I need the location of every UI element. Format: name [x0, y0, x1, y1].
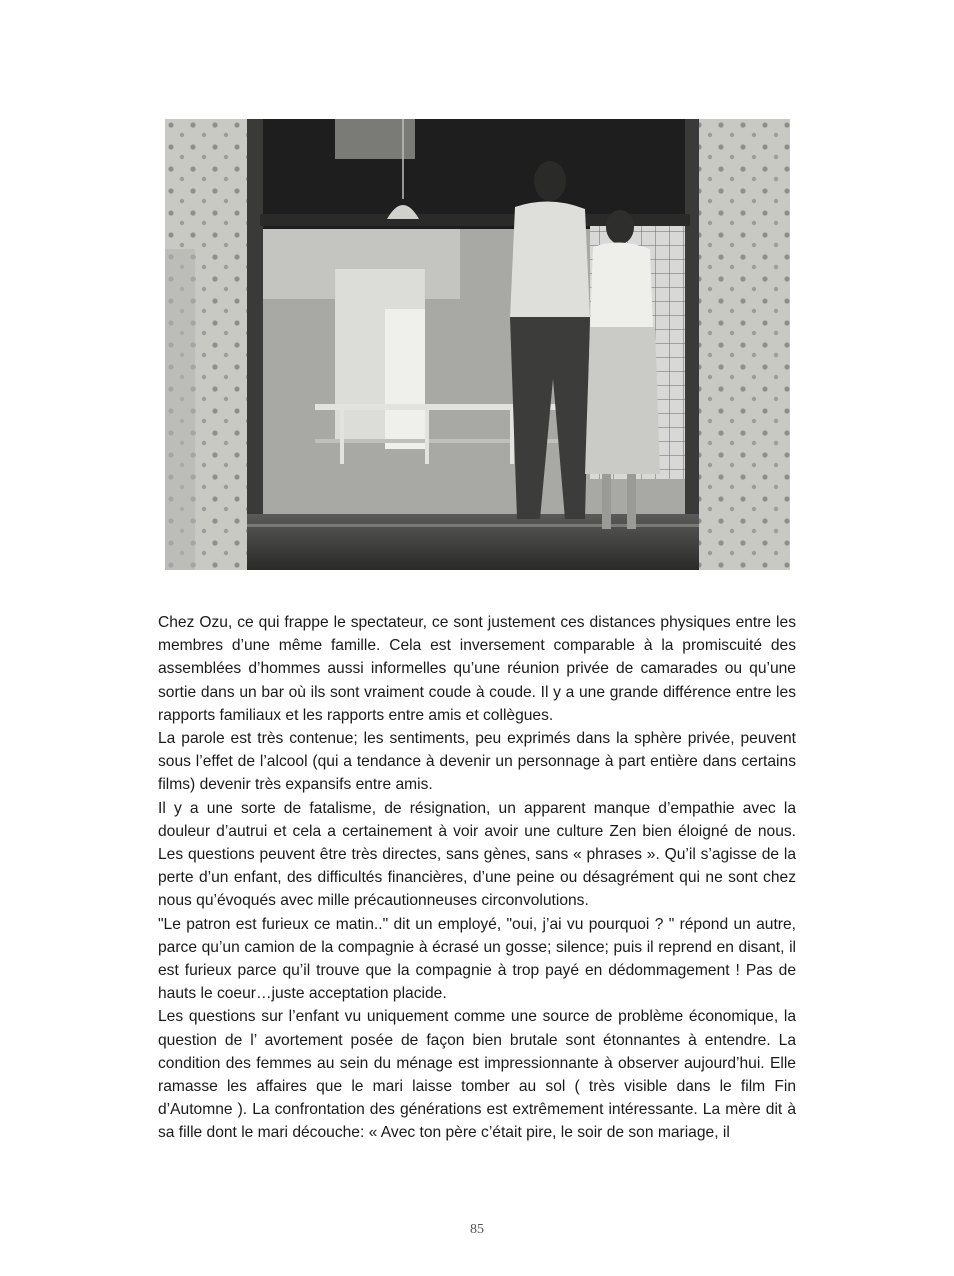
paragraph: "Le patron est furieux ce matin.." dit un employé, "oui, j’ai vu pourquoi ? " répond un autre, parce qu’un camion de la compagnie à écrasé un gosse; silence; puis il reprend en disant, il est furieux parce qu’il trouve que la compagnie à trop payé en dédommagement ! Pas de hauts le coeur…juste acceptation placide.: [158, 915, 796, 1003]
paragraph: Les questions sur l’enfant vu uniquement comme une source de problème économique, la question de l’ avortement posée de façon bien brutale sont étonnantes à entendre. La condition des femmes au sein du ménage est impressionnante à observer aujourd’hui. Elle ramasse les affaires que le mari laisse tomber au sol ( très visible dans le film Fin d’Automne ). La confrontation des générations est extrêmement intéressante. La mère dit à sa fille dont le mari découche: « Avec ton père c’était pire, le soir de son mariage, il: [158, 1008, 796, 1142]
page-number: 85: [470, 1222, 484, 1237]
paragraph: Chez Ozu, ce qui frappe le spectateur, ce sont justement ces distances physiques entre les membres d’une même famille. Cela est inversement comparable à la promiscuité des assemblées d’hommes aussi informelles qu’une réunion privée de camarades ou qu’une sortie dans un bar où ils sont vraiment coude à coude. Il y a une grande différence entre les rapports familiaux et les rapports entre amis et collègues.: [158, 614, 796, 724]
paragraph: Il y a une sorte de fatalisme, de résignation, un apparent manque d’empathie avec la douleur d’autrui et cela a certainement à voir avoir une culture Zen bien éloigné de nous. Les questions peuvent être très directes, sans gènes, sans « phrases ». Qu’il s’agisse de la perte d’un enfant, des difficultés financières, d’une peine ou désagrément qui ne sont chez nous qu’évoqués avec mille précautionneuses circonvolutions.: [158, 799, 796, 910]
body-text: [158, 611, 796, 1145]
film-still-illustration: [165, 119, 790, 570]
film-still-image: [165, 119, 790, 570]
paragraph: La parole est très contenue; les sentiments, peu exprimés dans la sphère privée, peuvent sous l’effet de l’alcool (qui a tendance à devenir un personnage à part entière dans certains films) devenir très expansifs entre amis.: [158, 730, 796, 794]
